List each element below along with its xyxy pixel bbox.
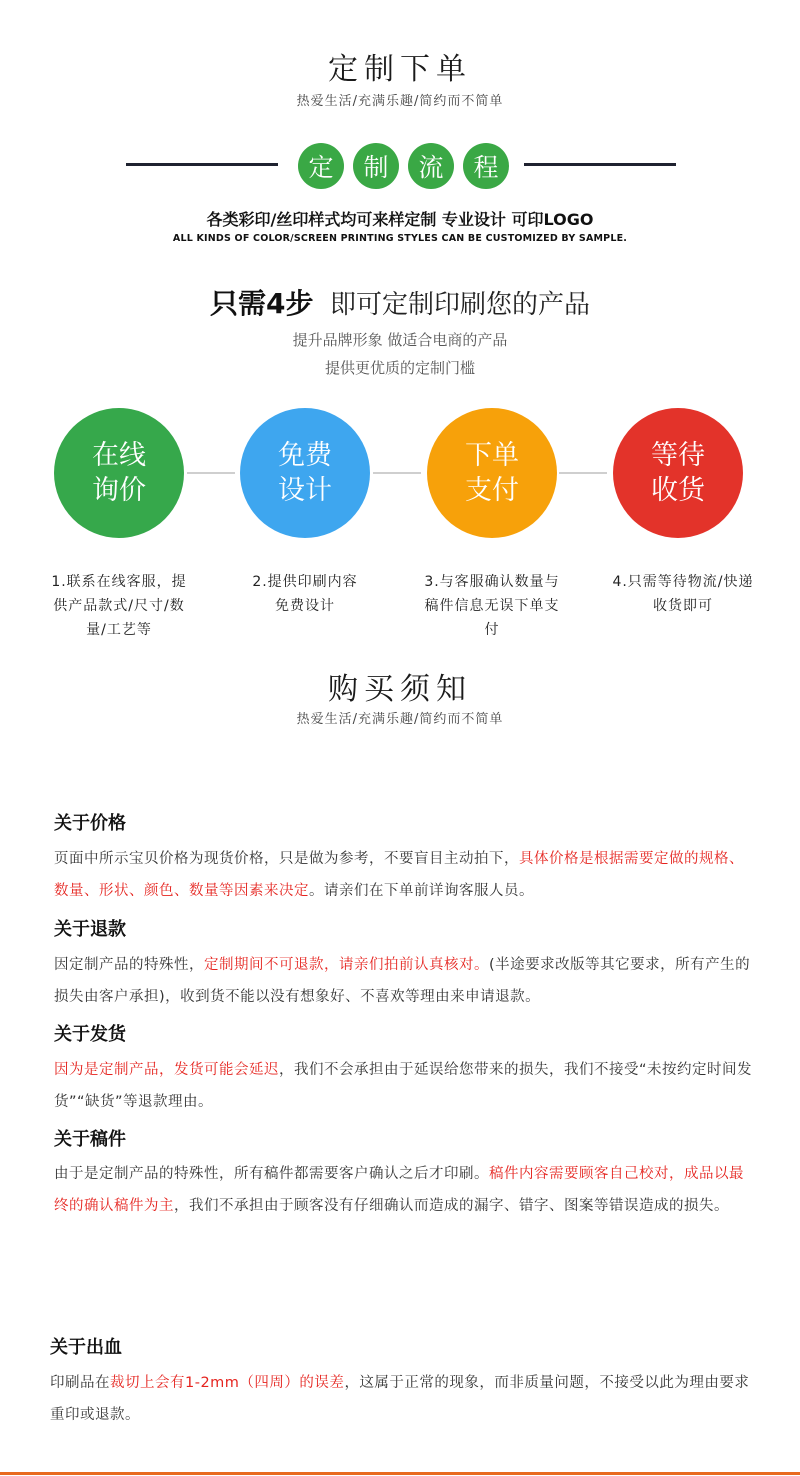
note-refund-b: 定制期间不可退款，请亲们拍前认真核对。 (204, 957, 489, 973)
note-bleed-c: ，这属于正常的现象，而非质量问题，不接受以此为理由要求重印或退款。 (50, 1375, 750, 1423)
note-shipping-title: 关于发货 (54, 1024, 126, 1045)
step-desc-line: 收货即可 (653, 598, 713, 614)
note-price-b: 具体价格是根据需要定做的规格、数量、形状、颜色、数量等因素来决定 (54, 851, 744, 899)
step-desc-line: 付 (484, 622, 500, 638)
step-connector-1 (187, 472, 235, 474)
step-connector-3 (559, 472, 607, 474)
steps-title-bold: 只需4步 (209, 287, 314, 320)
step-circle-line: 下单 (465, 440, 519, 471)
step-desc-line: 1.联系在线客服，提 (51, 574, 187, 590)
step-connector-2 (373, 472, 421, 474)
flow-slogan-en: ALL KINDS OF COLOR/SCREEN PRINTING STYLES CAN BE CUSTOMIZED BY SAMPLE. (172, 233, 628, 244)
step-desc-line: 量/工艺等 (86, 622, 152, 638)
step-circle-pay (427, 408, 557, 538)
note-refund-c: (半途要求改版等其它要求，所有产生的损失由客户承担)，收到货不能以没有想象好、不喜欢等理由来申请退款。 (54, 957, 751, 1005)
step-desc-3 (406, 570, 578, 642)
step-circle-line: 设计 (278, 475, 332, 506)
flow-slogan-cn: 各类彩印/丝印样式均可来样定制 专业设计 可印LOGO (206, 210, 594, 229)
flow-char-2: 制 (353, 143, 399, 189)
flow-char-4: 程 (463, 143, 509, 189)
step-desc-4 (594, 570, 772, 618)
note-refund-text (54, 949, 754, 1013)
note-refund-title: 关于退款 (54, 919, 126, 940)
note-draft-c: ，我们不承担由于顾客没有仔细确认而造成的漏字、错字、图案等错误造成的损失。 (174, 1198, 729, 1214)
note-draft-b: 稿件内容需要顾客自己校对，成品以最终的确认稿件为主 (54, 1166, 744, 1214)
flow-line-left (126, 163, 278, 166)
step-desc-line: 4.只需等待物流/快递 (612, 574, 754, 590)
step-circle-line: 支付 (465, 475, 519, 506)
note-draft-title: 关于稿件 (54, 1129, 126, 1150)
note-price-c: 。请亲们在下单前详询客服人员。 (309, 883, 534, 899)
bottom-accent-bar (0, 1472, 800, 1475)
step-circle-line: 收货 (651, 475, 705, 506)
note-price-a: 页面中所示宝贝价格为现货价格，只是做为参考，不要盲目主动拍下， (54, 851, 519, 867)
step-desc-1 (34, 570, 204, 642)
note-bleed-title: 关于出血 (50, 1337, 122, 1358)
note-draft-a: 由于是定制产品的特殊性，所有稿件都需要客户确认之后才印刷。 (54, 1166, 489, 1182)
page-subtitle: 热爱生活/充满乐趣/简约而不简单 (296, 94, 504, 109)
steps-title-rest: 即可定制印刷您的产品 (330, 290, 591, 320)
note-shipping-a: 因为是定制产品，发货可能会延迟 (54, 1062, 279, 1078)
step-desc-line: 供产品款式/尺寸/数 (53, 598, 185, 614)
note-bleed-b: 裁切上会有1-2mm（四周）的误差 (110, 1375, 345, 1391)
note-shipping-text (54, 1054, 754, 1118)
step-desc-line: 免费设计 (275, 598, 335, 614)
page-title: 定制下单 (328, 52, 472, 87)
note-bleed-a: 印刷品在 (50, 1375, 110, 1391)
step-desc-line: 2.提供印刷内容 (252, 574, 358, 590)
note-price-text (54, 843, 754, 907)
step-circle-line: 在线 (92, 440, 146, 471)
notice-subtitle: 热爱生活/充满乐趣/简约而不简单 (296, 712, 504, 727)
step-desc-line: 3.与客服确认数量与 (424, 574, 560, 590)
step-circle-line: 等待 (651, 440, 705, 471)
step-circle-receive (613, 408, 743, 538)
flow-char-1: 定 (298, 143, 344, 189)
step-circle-design (240, 408, 370, 538)
steps-desc-2: 提供更优质的定制门槛 (324, 359, 475, 377)
step-circle-line: 免费 (278, 440, 332, 471)
step-circle-line: 询价 (92, 475, 146, 506)
flow-char-3: 流 (408, 143, 454, 189)
step-desc-line: 稿件信息无误下单支 (424, 598, 560, 614)
note-draft-text (54, 1158, 754, 1222)
flow-line-right (524, 163, 676, 166)
notice-title: 购买须知 (328, 672, 472, 707)
steps-title (0, 282, 800, 322)
note-shipping-b: ，我们不会承担由于延误给您带来的损失，我们不接受“未按约定时间发货”“缺货”等退款理由。 (54, 1062, 753, 1110)
step-desc-2 (220, 570, 390, 618)
step-circle-inquiry (54, 408, 184, 538)
note-bleed-text (50, 1367, 750, 1431)
note-refund-a: 因定制产品的特殊性， (54, 957, 204, 973)
steps-desc-1: 提升品牌形象 做适合电商的产品 (292, 331, 508, 349)
note-price-title: 关于价格 (54, 813, 126, 834)
